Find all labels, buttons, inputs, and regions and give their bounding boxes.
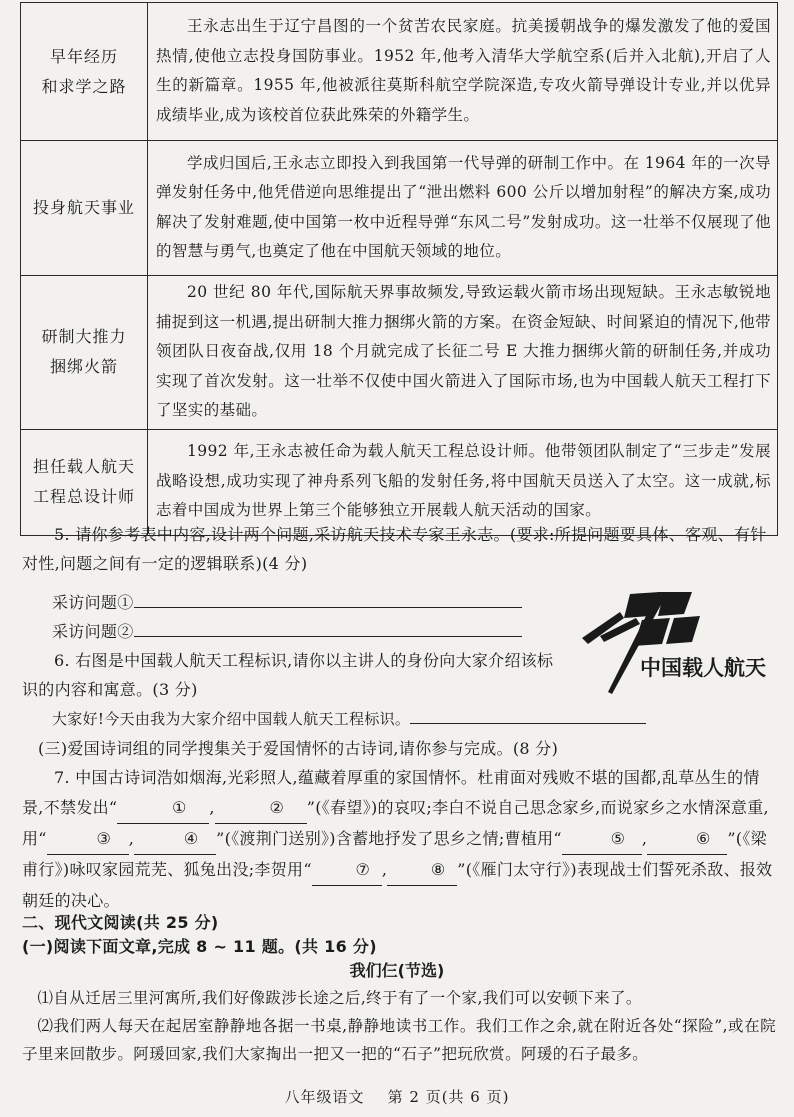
question-6: 6. 右图是中国载人航天工程标识,请你以主讲人的身份向大家介绍该标识的内容和寓意。(3 分) xyxy=(22,651,554,699)
row-text: 20 世纪 80 年代,国际航天界事故频发,导致运载火箭市场出现短缺。王永志敏锐地捕捉到这一机遇,提出研制大推力捆绑火箭的方案。在资金短缺、时间紧迫的情况下,他带领团队日夜奋战,仅用 18 个月就完成了长征二号 E 大推力捆绑火箭的研制任务,并成功实现了首次发射。这一壮举不仅使中国火箭进入了国际市场,也为中国载人航天工程打下了坚实的基础。 xyxy=(148,276,778,430)
row-label xyxy=(21,276,148,430)
blank-4[interactable]: ④ xyxy=(134,824,216,855)
article-paragraph-2: ⑵我们两人每天在起居室静静地各据一书桌,静静地读书工作。我们工作之余,就在附近各处“探险”,或在院子里来回散步。阿瑗回家,我们大家掏出一把又一把的“石子”把玩欣赏。阿瑗的石子最多。 xyxy=(22,1017,776,1063)
question-6-answer xyxy=(52,705,772,734)
question-5: 5. 请你参考表中内容,设计两个问题,采访航天技术专家王永志。(要求:所提问题要具体、客观、有针对性,问题之间有一定的逻辑联系)(4 分) xyxy=(22,525,767,573)
part-1-heading: (一)阅读下面文章,完成 8 ~ 11 题。(共 16 分) xyxy=(22,937,377,956)
q7-separator: , xyxy=(128,829,135,848)
question-7 xyxy=(22,763,774,916)
row-label-line: 捆绑火箭 xyxy=(49,357,118,377)
blank-3[interactable]: ③ xyxy=(47,824,129,855)
blank-8[interactable]: ⑧ xyxy=(387,855,457,886)
table-row xyxy=(21,141,778,276)
row-label-line: 工程总设计师 xyxy=(32,487,135,506)
page-footer xyxy=(0,1086,794,1107)
blank-2[interactable]: ② xyxy=(215,793,307,824)
interview-question-1-label: 采访问题① xyxy=(52,593,134,612)
row-label-line: 担任载人航天 xyxy=(32,457,135,476)
row-label xyxy=(21,3,148,141)
footer-page-number: 第 2 页(共 6 页) xyxy=(387,1088,510,1106)
blank-7[interactable]: ⑦ xyxy=(312,855,382,886)
biography-table xyxy=(20,2,778,536)
answer-opening: 大家好!今天由我为大家介绍中国载人航天工程标识。 xyxy=(52,710,411,728)
q7-text: ”(《梁甫行》)咏叹家园荒芜、狐兔出没;李贺用“ xyxy=(22,829,767,879)
answer-line-1[interactable] xyxy=(134,589,522,608)
blank-6[interactable]: ⑥ xyxy=(647,824,727,855)
section-2-heading: 二、现代文阅读(共 25 分) xyxy=(22,913,219,932)
table-row xyxy=(21,3,778,141)
row-text: 王永志出生于辽宁昌图的一个贫苦农民家庭。抗美援朝战争的爆发激发了他的爱国热情,使他立志投身国防事业。1952 年,他考入清华大学航空系(后并入北航),开启了人生的新篇章。1955 年,他被派往莫斯科航空学院深造,专攻火箭导弹设计专业,并以优异成绩毕业,成为该校首位获此殊荣的外籍学生。 xyxy=(148,3,778,141)
article-title: 我们仨(节选) xyxy=(349,961,445,980)
logo-caption: 中国载人航天 xyxy=(640,656,766,680)
article-paragraph-1: ⑴自从迁居三里河寓所,我们好像跋涉长途之后,终于有了一个家,我们可以安顿下来了。 xyxy=(37,989,642,1007)
interview-question-2 xyxy=(52,617,552,646)
answer-line-3[interactable] xyxy=(410,705,646,724)
row-label-line: 和求学之路 xyxy=(41,76,127,96)
answer-line-2[interactable] xyxy=(134,618,522,637)
q7-separator: , xyxy=(381,860,388,879)
row-label-line: 早年经历 xyxy=(49,46,118,66)
q7-text: ”(《雁门太守行》)表现战士们誓死杀敌、报效朝廷的决心。 xyxy=(22,860,773,910)
interview-question-1 xyxy=(52,588,552,617)
part-3-heading: (三)爱国诗词组的同学搜集关于爱国情怀的古诗词,请你参与完成。(8 分) xyxy=(38,739,559,758)
row-label-line: 投身航天事业 xyxy=(32,198,135,217)
q7-text: ”(《春望》)的哀叹;李白不说自己思念家乡,而说家乡之水情深意重,用“ xyxy=(22,798,769,848)
row-text: 1992 年,王永志被任命为载人航天工程总设计师。他带领团队制定了“三步走”发展战略设想,成功实现了神舟系列飞船的发射任务,将中国航天员送入了太空。这一成就,标志着中国成为世界上第三个能够独立开展载人航天活动的国家。 xyxy=(148,429,778,535)
q7-text: 7. 中国古诗词浩如烟海,光彩照人,蕴藏着厚重的家国情怀。杜甫面对残败不堪的国都,乱草丛生的情景,不禁发出“ xyxy=(22,768,760,817)
blank-1[interactable]: ① xyxy=(117,793,209,824)
row-label xyxy=(21,141,148,276)
table-row xyxy=(21,276,778,430)
q7-text: ”(《渡荆门送别》)含蓄地抒发了思乡之情;曹植用“ xyxy=(216,829,562,848)
row-label-line: 研制大推力 xyxy=(41,327,127,347)
footer-subject: 八年级语文 xyxy=(284,1088,365,1106)
interview-question-2-label: 采访问题② xyxy=(52,622,134,641)
q7-separator: , xyxy=(641,829,648,848)
q7-separator: , xyxy=(209,798,215,817)
blank-5[interactable]: ⑤ xyxy=(562,824,642,855)
row-text: 学成归国后,王永志立即投入到我国第一代导弹的研制工作中。在 1964 年的一次导弹发射任务中,他凭借逆向思维提出了“泄出燃料 600 公斤以增加射程”的解决方案,成功解决了发射难题,使中国第一枚中近程导弹“东风二号”发射成功。这一壮举不仅展现了他的智慧与勇气,也奠定了他在中国航天领域的地位。 xyxy=(148,141,778,276)
